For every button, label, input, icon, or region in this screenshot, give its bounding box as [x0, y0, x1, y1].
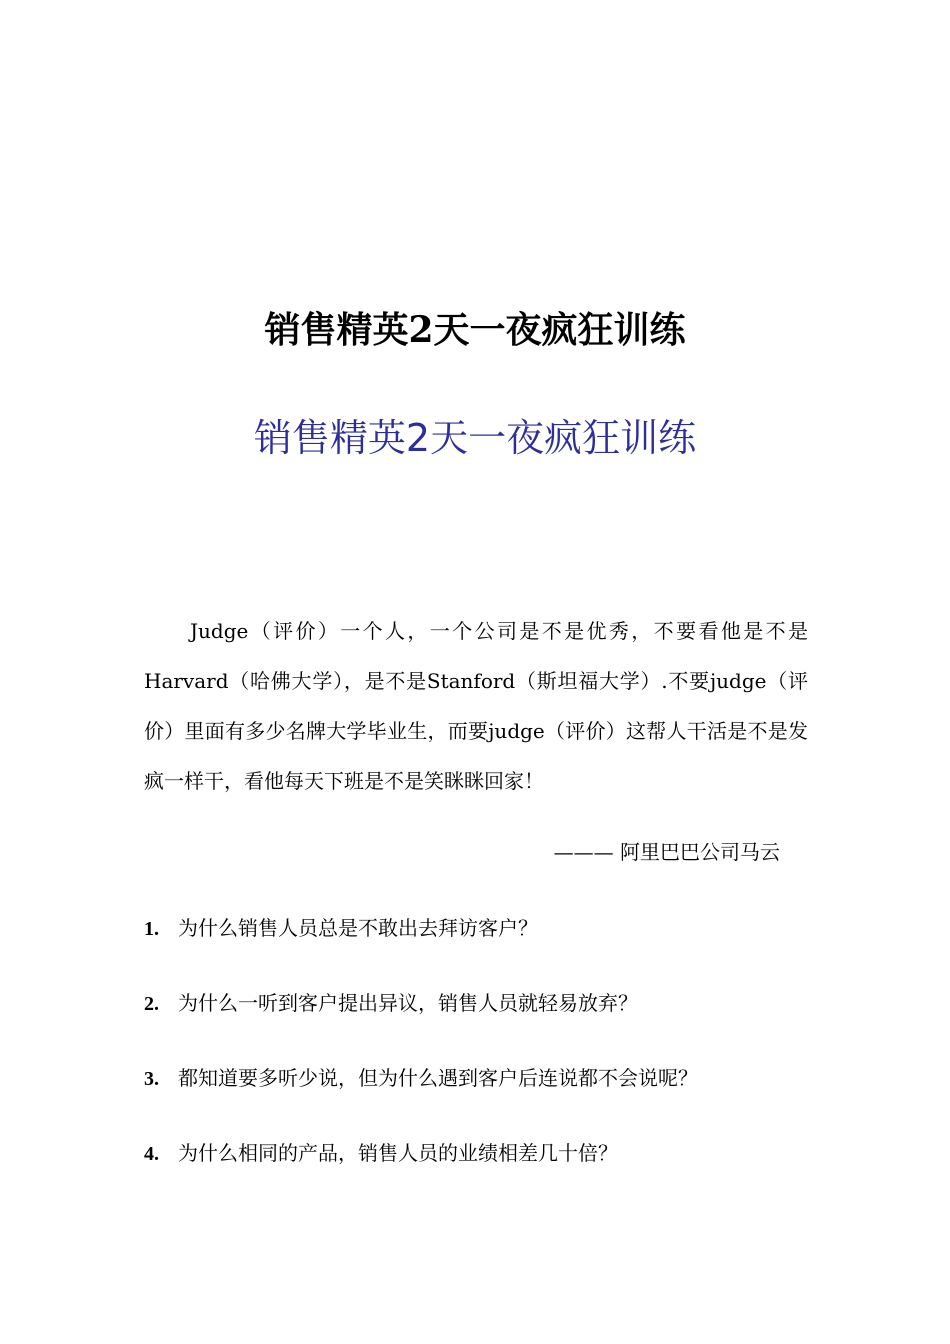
question-list — [144, 906, 844, 1206]
question-number: 4. — [144, 1143, 159, 1165]
quote-attribution: ——— 阿里巴巴公司马云 — [553, 840, 780, 864]
question-text: 为什么销售人员总是不敢出去拜访客户？ — [178, 916, 538, 940]
question-item — [144, 981, 844, 1056]
question-number: 3. — [144, 1068, 159, 1090]
document-subtitle: 销售精英2天一夜疯狂训练 — [253, 416, 697, 460]
question-text: 都知道要多听少说，但为什么遇到客户后连说都不会说呢？ — [178, 1066, 698, 1090]
question-item — [144, 1131, 844, 1206]
question-number: 2. — [144, 993, 159, 1015]
question-number: 1. — [144, 918, 159, 940]
question-item — [144, 906, 844, 981]
document-title: 销售精英2天一夜疯狂训练 — [264, 309, 686, 351]
question-text: 为什么相同的产品，销售人员的业绩相差几十倍？ — [178, 1141, 618, 1165]
quote-paragraph: Judge（评价）一个人，一个公司是不是优秀，不要看他是不是Harvard（哈佛大学），是不是Stanford（斯坦福大学）.不要judge（评价）里面有多少名牌大学毕业生，而要judge（评价）这帮人干活是不是发疯一样干，看他每天下班是不是笑眯眯回家！ — [144, 619, 808, 793]
question-text: 为什么一听到客户提出异议，销售人员就轻易放弃？ — [178, 991, 638, 1015]
question-item — [144, 1056, 844, 1131]
